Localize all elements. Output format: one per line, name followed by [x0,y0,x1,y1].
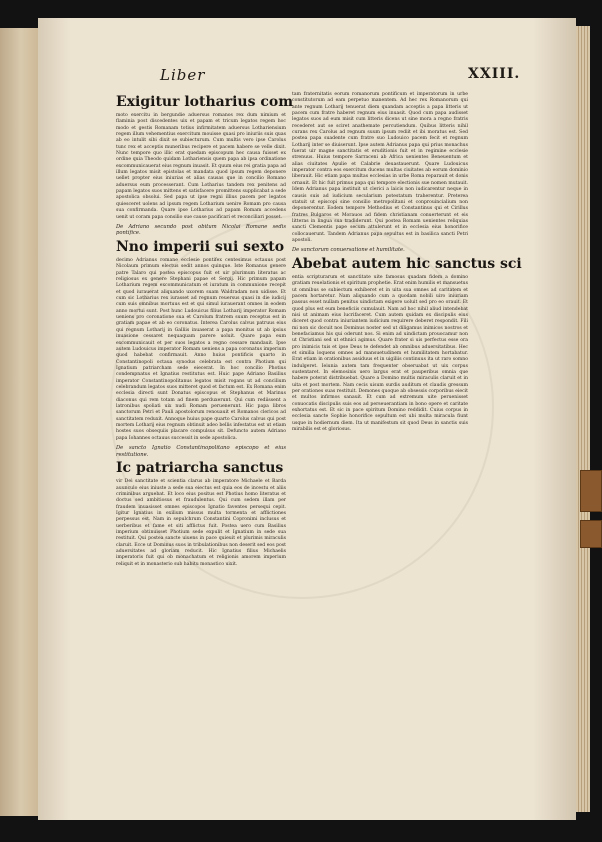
bookmark-ribbon [580,470,602,512]
text-paragraph: moto exercitu in bergundie aduersus romanos rex dum nimium et flaminia post discedentes uix et papam et tricum legatos regem hoc modo et gestis Romanam totius infirmitatem aduersus Lothariensium regem illum vehementius exercitum mouisse quasi pro iniuriis suis quas ab eo intulit sibi dixit se subiecturum. Cum multis vero ipse Carolus tunc rex et acceptis muneribus recipere et pacem habere se velle dixit. Nunc tempore quo illic erat quedam episcopum hec causa fuisset ex ordine quia Theodo quidam Lothariensis quem papa ab ipsa ordinatione excommunicauerat eius regnum inuasit. Et quum eius rei gratia papa ad illum legatos misit epistolas et mandata quod ipsum regem deponere uellet propter eius iniurias et alias causas que in concilio Romano aduersus eum processerant. Cum Lotharius tandem rex penitens ad papam legatos suos mittens et satisfacere promittens supplicabat a sede apostolica obsolui. Sed papa ut ipse regni illius pacem per legatos quiesceret uolens ad ipsum regem Lotharium uenire Romam pro causa sua confirmanda. Quare ipse Lotharius ad papam Romam accedens uenit ut coram papa consilio sue cause pacificari et reconciliari posset. [116,113,286,220]
section-heading: Abebat autem hic sanctus sci [292,255,522,272]
running-head-right: XXIII. [468,66,521,82]
section-heading: Ic patriarcha sanctus [116,460,284,477]
left-page-edge [0,28,38,816]
left-text-column [116,92,294,782]
page-edges [576,26,590,812]
section-rubric: De sanctorum conuersatione et humilitate. [292,247,405,254]
bookmark-ribbon-lower [580,520,602,548]
right-text-column [292,92,522,782]
text-paragraph: vir Dei sanctitate et scientia clarus ab imperatore Michaele et Barda auunculo eius iniuste a sede sua eiectus est quia eos de incestu et aliis criminibus arguebat. Et loco eius positus est Photius homo literatus et doctus sed ambitiosus et fraudulentus. Qui cum sedem illam per fraudem inuasisset omnes episcopos Ignatio faventes persequi cepit. Igitur Ignatius in exilium missus multa tormenta et afflictiones perpessus est. Nam in sepulchrum Constantini Copronimi inclusus et uerberibus et fame et siti afflictus fuit. Postea uero cum Basilius imperium obtinuisset Photium sede expulit et Ignatium in sede sua restituit. Qui postea sancte uiuens in pace quieuit et plurimis miraculis claruit. Ecce ut Dominus suos in tribulationibus non deserit sed eos post aduersitates ad gloriam reducit. Hic Ignatius filius Michaelis imperatoris fuit qui ob monachatum et religionis amorem imperium reliquit et in monasterio sub habitu monastico uixit. [116,479,286,567]
section-rubric: De Adriano secundo post obitum Nicolai Romane sedis pontifice. [116,223,286,237]
section-heading: Nno imperii sui sexto [116,239,285,256]
text-paragraph: entia scripturarum et sanctitate uite famosus quadam fidem a domino gratiam reuelationis et spiritum prophetie. Erat enim humilis et mansuetus ut omnibus se subiectum exhiberet et in uita sua omnes ad caritatem et pacem hortaretur. Nam aliquando cum a quodam nobili uiro iniuriam passus esset nullam penitus uindictam exigere uoluit sed pro eo orauit. Et quod plus est eum beneficiis cumulauit. Nam ad hoc nihil aliud intendebat nisi ut animam eius lucrifaceret. Cum autem quidam ex discipulis eius diceret quod contra iniuriantem iudicium requirere deberet respondit. Fili mi non sic docuit nos Dominus noster sed ut diligamus inimicos nostros et benefaciamus his qui oderunt nos. Si enim ad uindictam prouocamur non ut Christiani sed ut ethnici agimus. Quare frater si uis perfectus esse ora pro inimicis tuis et ipse Deus te defendet ab omnibus aduersitatibus. Hec et similia loquens omnes ad mansuetudinem et humilitatem hortabatur. Erat etiam in orationibus assiduus et in uigiliis continuus ita ut raro somno indulgeret. Ieiunia autem tam frequenter obseruabat ut uix corpus sustentaret. In elemosinis uero largus erat et pauperibus omnia que habere poterat distribuebat. Quare a Domino multis miraculis claruit et in uita et post mortem. Nam cecis uisum surdis auditum et claudis gressum per orationes suas restituit. Demones quoque ab obsessis corporibus eiecit et multos infirmos sanauit. Et cum ad extremum uite peruenisset conuocatis discipulis suis eos ad perseuerantiam in bono opere et caritate exhortatus est. Et sic in pace spiritum Domino reddidit. Cuius corpus in ecclesia sancte Sophie honorifice sepultum est ubi multa miracula fiunt usque in hodiernum diem. Ita ut manifestum sit quod Deus in sanctis suis mirabilis est et gloriosus. [292,274,468,433]
running-head-left: Liber [160,66,206,84]
section-heading: Exigitur lotharius com [116,94,294,110]
text-paragraph: decimo Adrianus romane ecclesie pontifex centesimus octauus post Nicolaum primum electus sedit annos quinque. Iste Romanus genere patre Talaro qui postea episcopus fuit et uir plurimum literatus ac religiosus ex genere Stephani papae et Sergij. Hic primum papam Lotharium regem excommunicatum et iuratum in communione recepit et quod iurauerat aliquando uxorem suam Waldradam non uidisse. Et cum sic Lotharius rex iurasset ad regnum reuersus quasi in die iudicij cum suis omnibus mortuus est et qui simul iurauerant omnes in eodem anno mortui sunt. Post hunc Ludouicus filius Lotharij imperator Romam ueniens pro coronatione sua et Carolum fratrem suum receptus est in gratiam papae et ab eo coronatus. Interea Carolus calvus patruus eius qui regnum Lotharij in Galliis inuaserat a papa monitus ut ab ipsius inuasione cessaret nequaquam parere uoluit. Quare papa eum excommunicauit et per suos legatos a regno cessare mandauit. Ipse autem Ludouicus imperator Romam ueniens a papa coronatus imperium quod habebat confirmauit. Anno huius pontificis quarto in Constantinopoli octaua synodus celebrata est contra Photium qui Ignatium patriarcham sede eiecerat. In hoc concilio Photius condempnatus et Ignatius restitutus est. Huic pape Adriano Basilius imperator Constantinopolitanus legatos misit rogans ut ad concilium celebrandum legatos suos mitteret quod et factum est. Ex Romana enim ecclesia directi sunt Donatus episcopus et Stephanus et Marinus diaconus qui rem totam ad finem perduxerunt. Qui cum rediissent a latronibus spoliati uix nudi Romam peruenerunt. Hic papa libros sanctorum Petri et Pauli apostolorum renouauit et Romanos clericos ad sanctitatem reduxit. Annoque huius pape quarto Carolus calvus qui post mortem Lotharij eius regnum obtinuit adeo bellis infestatus est ut etiam hostes suos obsequiis placare compulsus sit. Defuncto autem Adriano papa Iohannes octauus successit in sede apostolica. [116,258,286,441]
section-rubric: De sancto Ignatio Constantinopolitano episcopo et eius restitutione. [116,445,286,458]
text-paragraph: tam fraternitatis eorum romanorum pontificum et imperatorum in urbe constitutorum ad eam perpetuo manentem. Ad hec rex Romanorum qui ante regnum Lotharij tenuerat diem quandam acceptis a papa litteris ut pacem cum fratre haberet regnum eius inuasit. Quod cum papa audisset legatos suos ad eum misit cum litteris dicens ut sine mora a regno fratris recederet aut se sciret anathemate percutiendum. Quibus litteris nihil curans rex Carolus ad regnum suum ipsum rediit et ibi moratus est. Sed postea papa suadente cum fratre suo Ludouico pacem fecit et regnum Lotharij inter se diuiserunt. Ipse autem Adrianus papa qui prius monachus fuerat uir magne sanctitatis et eruditionis fuit et in regimine ecclesie strenuus. Huius tempore Sarraceni ab Africa uenientes Beneuentum et alias ciuitates Apulie et Calabrie deuastauerunt. Quare Ludouicus imperator contra eos exercitum ducens multas ciuitates ab eorum dominio liberauit. Hic etiam papa multas ecclesias in urbe Roma reparauit et donis ornauit. Et hic fuit primus papa qui tempore electionis sue nomen mutauit. Idem Adrianus papa instituit ut clerici a laicis non iudicarentur neque in causis suis ad iudicium secularium potestatum traherentur. Preterea statuit ut episcopi sine consilio metropolitani et conprouincialium non deponerentur. Eodem tempore Methodius et Constantinus qui et Cirillus fratres Bulgaros et Morauos ad fidem christianam conuerterunt et eis litteras in lingua sua tradiderunt. Qui postea Romam uenientes reliquias sancti Clementis pape secum attulerunt et in ecclesia eius honorifice collocauerunt. Tandem Adrianus papa sepultus est in basilica sancti Petri apostoli. [292,92,468,243]
